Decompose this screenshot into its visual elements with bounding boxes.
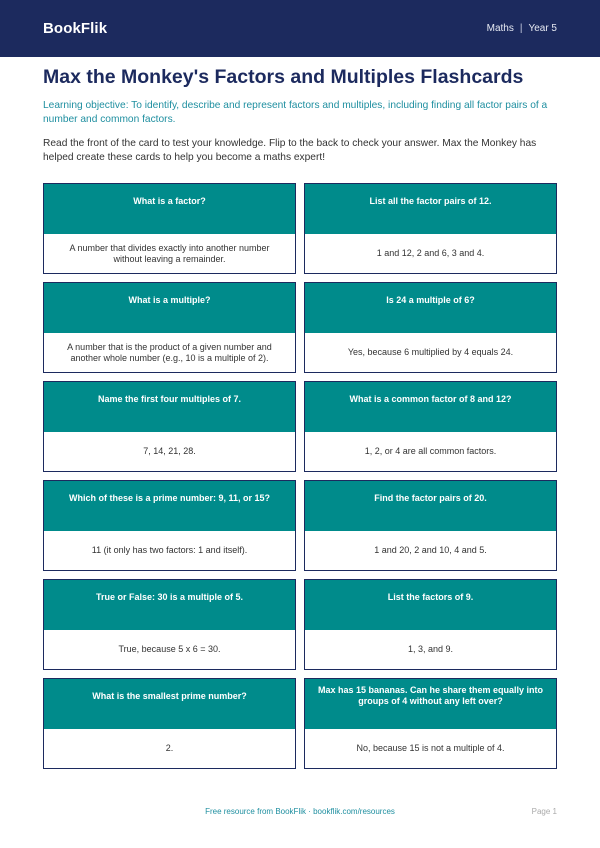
breadcrumb [487, 23, 557, 34]
card-question: What is a factor? [44, 184, 295, 234]
breadcrumb-year[interactable]: Year 5 [528, 23, 557, 34]
footer-credit[interactable]: Free resource from BookFlik · bookflik.com/resources [205, 807, 395, 816]
breadcrumb-separator: | [519, 23, 523, 34]
page-title: Max the Monkey's Factors and Multiples Flashcards [43, 66, 524, 88]
card-question: Find the factor pairs of 20. [305, 481, 556, 531]
card-answer: Yes, because 6 multiplied by 4 equals 24. [305, 333, 556, 372]
page-number: Page 1 [531, 807, 557, 816]
flashcard[interactable] [43, 480, 296, 571]
flashcard[interactable] [43, 579, 296, 670]
card-answer: A number that is the product of a given number and another whole number (e.g., 10 is a multiple of 2). [44, 333, 295, 372]
flashcard[interactable] [43, 282, 296, 373]
flashcard[interactable] [304, 480, 557, 571]
card-answer: 11 (it only has two factors: 1 and itself). [44, 531, 295, 570]
card-answer: 1, 2, or 4 are all common factors. [305, 432, 556, 471]
flashcard[interactable] [43, 678, 296, 769]
intro-text: Read the front of the card to test your knowledge. Flip to the back to check your answer. Max the Monkey has helped create these cards to help you become a maths expert! [43, 138, 537, 163]
card-question: Max has 15 bananas. Can he share them equally into groups of 4 without any left over? [305, 679, 556, 729]
flashcard-grid [43, 183, 557, 769]
card-answer: 2. [44, 729, 295, 768]
card-question: What is a multiple? [44, 283, 295, 333]
card-answer: True, because 5 x 6 = 30. [44, 630, 295, 669]
site-header [0, 0, 600, 57]
card-answer: 7, 14, 21, 28. [44, 432, 295, 471]
card-question: True or False: 30 is a multiple of 5. [44, 580, 295, 630]
flashcard[interactable] [304, 183, 557, 274]
breadcrumb-subject[interactable]: Maths [486, 23, 514, 34]
learning-objective: Learning objective: To identify, describe and represent factors and multiples, including finding all factor pairs of a number and common factors. [43, 100, 548, 125]
card-question: Is 24 a multiple of 6? [305, 283, 556, 333]
card-question: Name the first four multiples of 7. [44, 382, 295, 432]
card-answer: A number that divides exactly into another number without leaving a remainder. [44, 234, 295, 273]
card-question: What is the smallest prime number? [44, 679, 295, 729]
flashcard[interactable] [43, 183, 296, 274]
card-answer: 1 and 12, 2 and 6, 3 and 4. [305, 234, 556, 273]
card-answer: 1, 3, and 9. [305, 630, 556, 669]
card-answer: 1 and 20, 2 and 10, 4 and 5. [305, 531, 556, 570]
card-question: List all the factor pairs of 12. [305, 184, 556, 234]
flashcard[interactable] [43, 381, 296, 472]
card-question: What is a common factor of 8 and 12? [305, 382, 556, 432]
flashcard[interactable] [304, 678, 557, 769]
card-answer: No, because 15 is not a multiple of 4. [305, 729, 556, 768]
card-question: List the factors of 9. [305, 580, 556, 630]
card-question: Which of these is a prime number: 9, 11, or 15? [44, 481, 295, 531]
flashcard[interactable] [304, 282, 557, 373]
flashcard[interactable] [304, 579, 557, 670]
brand-logo-text[interactable]: BookFlik [43, 20, 108, 37]
flashcard[interactable] [304, 381, 557, 472]
